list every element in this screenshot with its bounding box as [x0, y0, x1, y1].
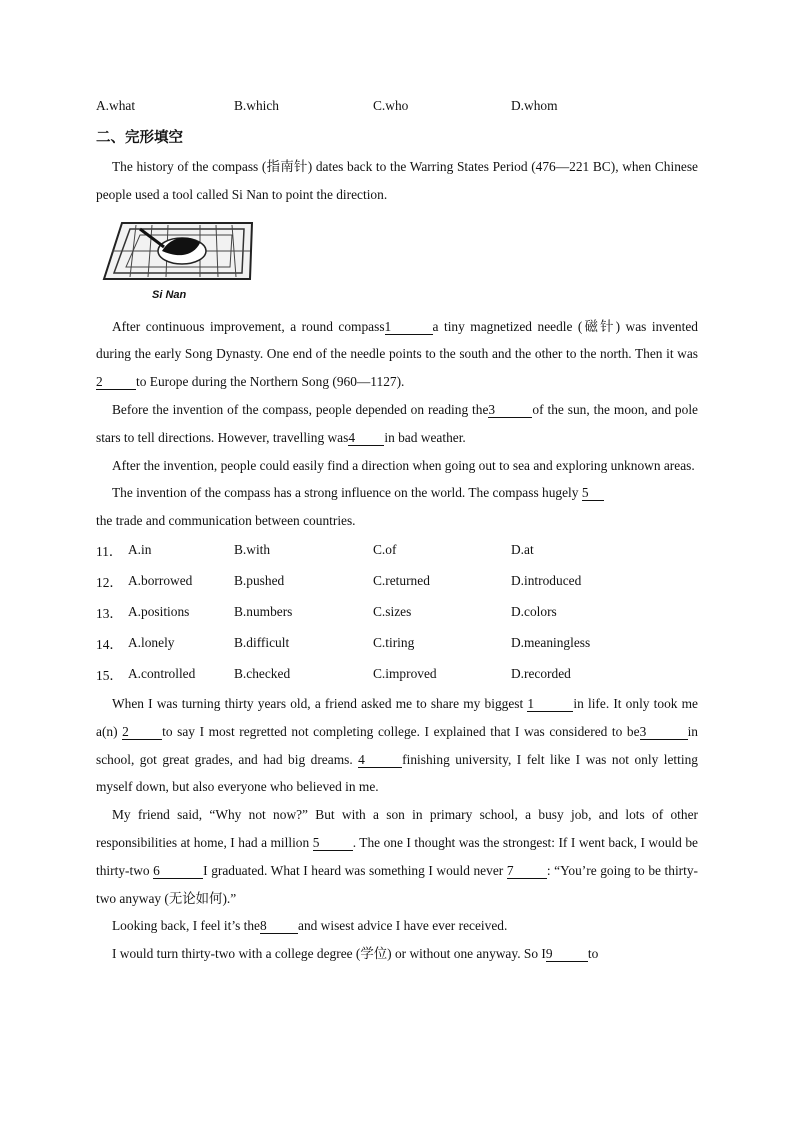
question-13	[96, 597, 698, 628]
option-d: D.recorded	[511, 666, 571, 682]
blank-5: 5	[313, 836, 353, 851]
text: the trade and communication between countries.	[96, 513, 356, 529]
page-content	[96, 94, 698, 968]
text: of the sun, the moon, and pole stars to tell directions. However, travelling was	[96, 401, 698, 445]
question-14	[96, 628, 698, 659]
option-b: B.numbers	[234, 604, 293, 620]
text: Before the invention of the compass, people depended on reading the	[112, 401, 489, 417]
text: . The one I thought was the strongest: If I went back, I would be thirty-two	[96, 834, 698, 878]
option-a: A.borrowed	[128, 573, 193, 589]
blank-6: 6	[153, 864, 203, 879]
passage2-paragraph-1	[96, 690, 698, 801]
option-c: C.improved	[373, 666, 437, 682]
option-d: D.at	[511, 542, 534, 558]
blank-2: 2	[96, 375, 136, 390]
option-b: B.with	[234, 542, 271, 558]
option-c: C.who	[373, 98, 409, 113]
question-number: 11．	[96, 543, 123, 559]
text: I would turn thirty-two with a college degree (学位) or without one anyway. So I	[112, 946, 546, 962]
text: finishing university, I felt like I was not only letting myself down, but also everyone who believed in me.	[96, 751, 698, 795]
passage2-paragraph-4	[96, 940, 698, 968]
text: a tiny magnetized needle (磁针) was invented during the early Song Dynasty. One end of the needle points to the south and the other to the north. Then it was	[96, 318, 698, 362]
text: to Europe during the Northern Song (960—1127).	[136, 374, 405, 390]
blank-4: 4	[348, 431, 384, 446]
question-list	[96, 535, 698, 690]
question-12	[96, 566, 698, 597]
option-a: A.positions	[128, 604, 190, 620]
passage2-paragraph-3	[96, 912, 698, 940]
blank-3: 3	[488, 403, 532, 418]
blank-5: 5	[582, 486, 604, 501]
option-d: D.introduced	[511, 573, 582, 589]
passage2-paragraph-2	[96, 801, 698, 912]
blank-1: 1	[385, 320, 433, 335]
option-b: B.checked	[234, 666, 291, 682]
text: : “You’re going to be thirty-two anyway (无论如何).”	[96, 862, 699, 906]
passage1-paragraph-5	[96, 479, 698, 535]
option-c: C.of	[373, 542, 397, 558]
question-number: 12．	[96, 574, 123, 590]
option-b: B.which	[234, 98, 280, 113]
option-c: C.returned	[373, 573, 430, 589]
text: in school, got great grades, and had big dreams.	[96, 723, 698, 767]
section-heading: 二、完形填空	[96, 130, 183, 146]
blank-3: 3	[640, 725, 688, 740]
blank-7: 7	[507, 864, 547, 879]
option-b: B.pushed	[234, 573, 285, 589]
option-a: A.lonely	[128, 635, 175, 651]
option-d: D.colors	[511, 604, 557, 620]
figure-caption: Si Nan	[152, 288, 187, 301]
text: and wisest advice I have ever received.	[298, 918, 508, 934]
passage1-paragraph-2	[96, 313, 698, 396]
blank-8: 8	[260, 919, 298, 934]
text: to say I most regretted not completing college. I explained that I was considered to be	[162, 723, 640, 739]
option-b: B.difficult	[234, 635, 290, 651]
blank-4: 4	[358, 753, 402, 768]
question-15	[96, 659, 698, 690]
text: My friend said, “Why not now?” But with a son in primary school, a busy job, and lots of other responsibilities at home, I had a million	[96, 807, 698, 850]
text: to	[587, 946, 599, 962]
option-d: D.whom	[511, 98, 558, 113]
passage1-paragraph-4: After the invention, people could easily find a direction when going out to sea and exploring unknown areas.	[112, 457, 695, 473]
option-a: A.controlled	[128, 666, 196, 682]
option-a: A.what	[96, 98, 136, 113]
text: The invention of the compass has a strong influence on the world. The compass hugely	[112, 485, 579, 501]
text: After continuous improvement, a round compass	[112, 318, 385, 334]
text: When I was turning thirty years old, a friend asked me to share my biggest	[112, 695, 524, 711]
si-nan-compass-image	[100, 215, 260, 293]
blank-9: 9	[546, 947, 588, 962]
blank-2: 2	[122, 725, 162, 740]
question-number: 14．	[96, 636, 123, 652]
option-d: D.meaningless	[511, 635, 591, 651]
si-nan-figure	[100, 215, 260, 309]
option-a: A.in	[128, 542, 152, 558]
text: in life. It only took me a(n)	[96, 695, 698, 739]
text: in bad weather.	[384, 429, 466, 445]
option-c: C.sizes	[373, 604, 412, 620]
question-number: 13．	[96, 605, 123, 621]
text: I graduated. What I heard was something I would never	[203, 862, 504, 878]
blank-1: 1	[527, 697, 573, 712]
passage1-paragraph-3	[96, 396, 698, 452]
previous-question-options	[96, 94, 698, 118]
question-11	[96, 535, 698, 566]
option-c: C.tiring	[373, 635, 415, 651]
text: Looking back, I feel it’s the	[112, 918, 260, 934]
passage1-paragraph-1: The history of the compass (指南针) dates back to the Warring States Period (476—221 BC), when Chinese people used a tool called Si Nan to point the direction.	[96, 159, 698, 202]
question-number: 15．	[96, 667, 123, 683]
